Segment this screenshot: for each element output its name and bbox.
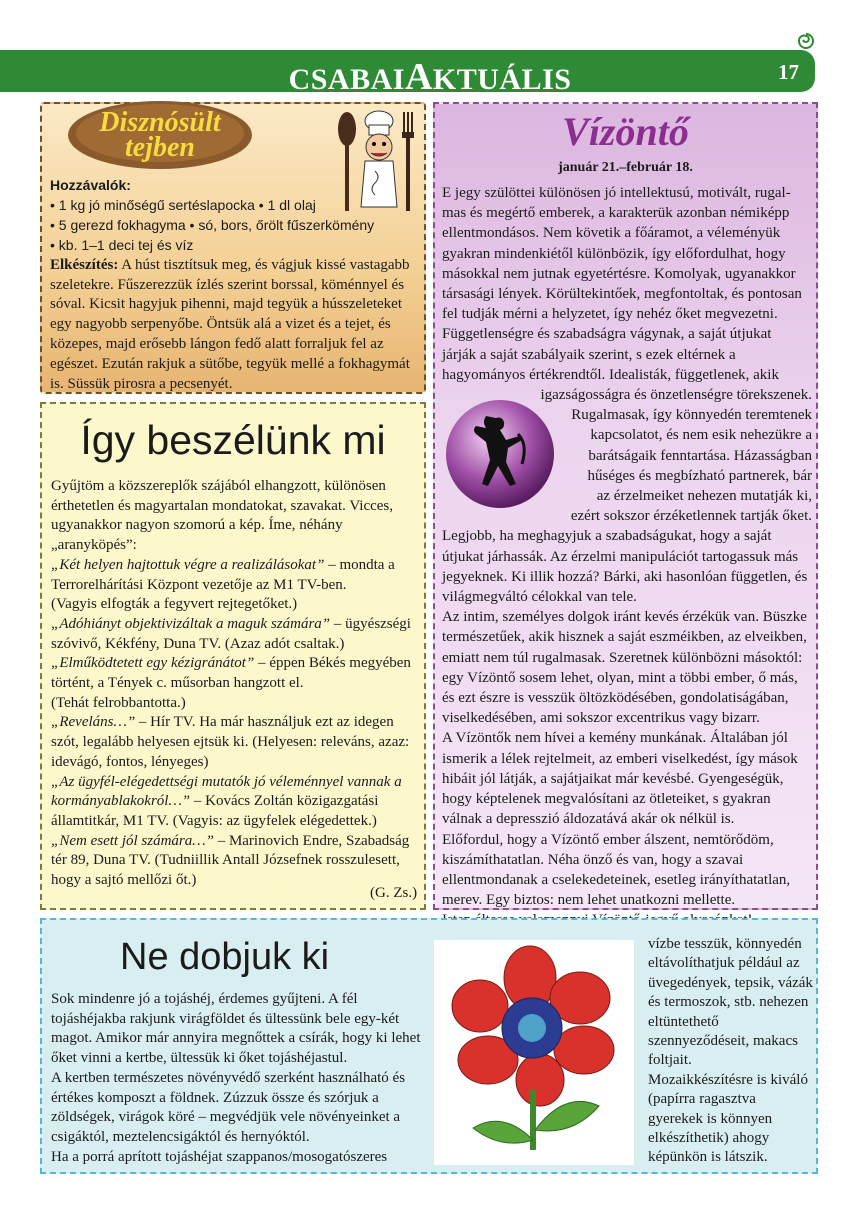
recipe-title-second-line: tejben xyxy=(125,132,195,163)
quotes-text xyxy=(51,477,421,891)
eggshell-title: Ne dobjuk ki xyxy=(120,936,330,978)
horoscope-text xyxy=(442,183,812,931)
quotes-title: Így beszélünk mi xyxy=(80,417,386,463)
horoscope-line: Függetlenségre és szabadságra vágynak, a saját útjukat xyxy=(442,326,772,343)
quote-text: „Reveláns…” xyxy=(51,714,136,731)
quote-source: – mondta a Terrorelhárítási Központ vezetője az M1 TV-ben. xyxy=(51,556,395,593)
quote-note: (Tehát felrobbantotta.) xyxy=(51,694,186,711)
quote-item xyxy=(51,713,421,772)
horoscope-paragraph: Az intim, személyes dolgok iránt kevés érzékük van. Büszke természetűek, akik hisznek a saját eszméikben, az elveikben, emiatt nem túl rugalmasak. Szeretnek különbözni másoktól: egy Vízöntő sosem lehet, olyan, mint a többi ember, ő más, és ezt észre is vesszük öltözködésében, gondolatiságában, viselkedésében, ami sokszor excentrikus vagy bizarr. xyxy=(442,609,807,727)
recipe-text xyxy=(50,176,422,395)
horoscope-dates: január 21.–február 18. xyxy=(558,160,693,175)
quote-item xyxy=(51,654,421,693)
horoscope-wrap-line: kapcsolatot, és nem esik nehezükre a xyxy=(590,427,812,444)
quotes-intro: Gyűjtöm a közszereplők szájából elhangzott, különösen érthetetlen és magyartalan mondatokat, szavakat. Vicces, ugyanakkor nagyon szomorú a kép. Íme, néhány „aranyköpés”: xyxy=(51,478,394,554)
method-label: Elkészítés: xyxy=(50,256,119,273)
quote-item xyxy=(51,773,421,832)
horoscope-line: ellentmondásos. Nem követik a főáramot, a véleményük xyxy=(442,225,781,242)
quote-source: – Hír TV. Ha már használjuk ezt az idegen szót, legalább helyesen ejtsük ki. (Helyesen: releváns, azaz: idevágó, fontos, lényeges) xyxy=(51,714,410,770)
quote-item xyxy=(51,556,421,595)
horoscope-line: társasági lények. Körültekintőek, megfontoltak, és pontosan xyxy=(442,286,802,303)
horoscope-wrap-line: az érzelmeiket nehezen mutatják ki, xyxy=(596,488,812,505)
horoscope-line: másokkal nem jutnak egyetértésre. Komolyak, ugyanakkor xyxy=(442,265,796,282)
quote-item xyxy=(51,832,421,891)
quote-note: (Vagyis elfogták a fegyvert rejtegetőket.) xyxy=(51,596,298,613)
horoscope-paragraph: Legjobb, ha meghagyjuk a szabadságukat, hogy a saját útjukat járhassák. Az érzelmi manipulációt tartogassuk más jegyeknek. Ki illik hozzá? Bárki, aki hasonlóan független, és világmegváltó célokkal van tele. xyxy=(442,528,808,606)
eggshell-paragraph: Sok mindenre jó a tojáshéj, érdemes gyűjteni. A fél tojáshéjakba rakjunk virágföldet és ültessünk bele egy-két magot. Amikor már annyira megnőttek a csírák, hogy ki lehet őket vinni a kertbe, ültessük ki őket tojáshéjastul. xyxy=(51,991,421,1067)
horoscope-paragraph: Előfordul, hogy a Vízöntő ember álszent, nemtörődöm, kiszámíthatatlan. Néha önző és van, hogy a szavai ellentmondanak a cselekedeteinek, esetleg irányíthatatlan, merev. Egy biztos: nem lehet unatkozni mellette. xyxy=(442,831,791,909)
quote-text: „Adóhiányt objektivizáltak a maguk számára” xyxy=(51,615,331,632)
quote-source: – Kovács Zoltán közigazgatási államtitkár, M1 TV. (Vagyis: az ügyfelek elégedettek.) xyxy=(51,793,379,829)
recipe-method xyxy=(50,256,422,395)
page-number: 17 xyxy=(778,60,799,84)
horoscope-wrap-line: Rugalmasak, így könnyedén teremtenek xyxy=(571,407,812,424)
quote-item xyxy=(51,615,421,654)
ingredients-label: Hozzávalók: xyxy=(50,177,131,193)
horoscope-line: E jegy szülöttei különösen jó intellektusú, motivált, rugal- xyxy=(442,185,791,201)
quote-text: „Elműködtetett egy kézigránátot” xyxy=(51,655,255,672)
horoscope-paragraph: A Vízöntők nem hívei a kemény munkának. Általában jól ismerik a lélek rejtelmeit, az emberi viselkedést, így mások hibáit jól látják, a sajátjaikat már kevésbé. Gyengeségük, hogy képtelenek megvalósítani az ötleteiket, s gyakran válnak a depresszió áldozatává akár ok nélkül is. xyxy=(442,730,798,828)
horoscope-line: járják a saját szabályaik szerint, s ezek eltérnek a xyxy=(442,346,736,363)
eggshell-paragraph: A kertben természetes növényvédő szerként használható és értékes komposzt a földnek. Zúzzuk össze és szórjuk a zöldségek, virágok köré – megvédjük vele növényeinket a csigáktól, meztelencsigáktól és hernyóktól. xyxy=(51,1069,406,1145)
mosaic-flower-image xyxy=(434,940,634,1165)
horoscope-title: Vízöntő xyxy=(562,109,689,154)
ingredient-line: • 5 gerezd fokhagyma • só, bors, őrölt fűszerkömény xyxy=(50,216,375,233)
eggshell-paragraph: Ha a porrá aprított tojáshéjat szappanos/mosogatószeres xyxy=(51,1148,388,1165)
eggshell-text-left xyxy=(51,990,423,1167)
eggshell-paragraph: Mozaikkészítésre is kiváló (papírra ragasztva gyerekek is könnyen elkészíthetik) ahogy képünkön is látszik. xyxy=(648,1071,808,1166)
eggshell-paragraph: vízbe tesszük, könnyedén eltávolíthatjuk például az üvegedények, tepsik, vázák és termoszok, stb. nehezen eltüntethető szennyeződéseit, makacs foltjait. xyxy=(648,936,813,1069)
quote-source: – Marinovich Endre, Szabadság tér 89, Duna TV. (Tudniillik Antall Józsefnek rosszulesett, hogy a sajtó mellőzi őt.) xyxy=(51,832,410,889)
quote-text: „Az ügyfél-elégedettségi mutatók jó véleménnyel vannak a kormányablakokról…” xyxy=(51,773,402,810)
horoscope-line: fel tudják mérni a helyzetet, így nehéz őket megvezetni. xyxy=(442,306,778,323)
ingredient-line: • kb. 1–1 deci tej és víz xyxy=(50,236,194,253)
method-text: A húst tisztítsuk meg, és vágjuk kissé vastagabb szeletekre. Fűszerezzük ízlés szerint borssal, köménnyel és sóval. Kicsit hagyjuk pihenni, majd tegyük a hússzeleteket egy nagyobb serpenyőbe. Öntsük alá a vizet és a tejet, és közepes, majd erősebb lángon fedő alatt forraljuk fel az egészet. Ezután rakjuk a sütőbe, tegyük mellé a fokhagymát is. Süssük pirosra a pecsenyét. xyxy=(50,256,410,393)
swirl-icon xyxy=(796,31,816,51)
quote-source: – ügyészségi szóvivő, Kékfény, Duna TV. (Azaz adót csaltak.) xyxy=(51,615,411,652)
horoscope-line: hagyományos értékrendtől. Idealisták, függetlenek, akik xyxy=(442,366,779,383)
recipe-title: Disznósült xyxy=(99,107,221,138)
horoscope-wrap-line: ezért sokszor érzéketlennek tartják őket. xyxy=(570,508,812,525)
horoscope-line: mas és megértő emberek, a karakterük azonban némiképp xyxy=(442,205,790,222)
eggshell-text-right xyxy=(648,935,813,1168)
quotes-signature: (G. Zs.) xyxy=(370,885,418,901)
quote-source: – éppen Békés megyében történt, a Tények c. műsorban hangzott el. xyxy=(51,655,411,692)
horoscope-wrap-line: barátságaik fenntartása. Házasságban xyxy=(588,447,812,464)
magazine-title: CSABAIAKTUÁLIS xyxy=(288,56,572,98)
ingredient-line: • 1 kg jó minőségű sertéslapocka • 1 dl olaj xyxy=(50,196,316,213)
horoscope-wrap-line: hűséges és megbízható partnerek, bár xyxy=(587,467,812,484)
quote-text: „Nem esett jól számára…” xyxy=(51,832,214,849)
quote-text: „Két helyen hajtottuk végre a realizálásokat” xyxy=(51,556,325,573)
horoscope-line: gyakran mindenkiétől különbözik, így előfordulhat, hogy xyxy=(442,245,786,262)
horoscope-wrap-line: igazságosságra és önzetlenségre törekszenek. xyxy=(540,387,812,404)
